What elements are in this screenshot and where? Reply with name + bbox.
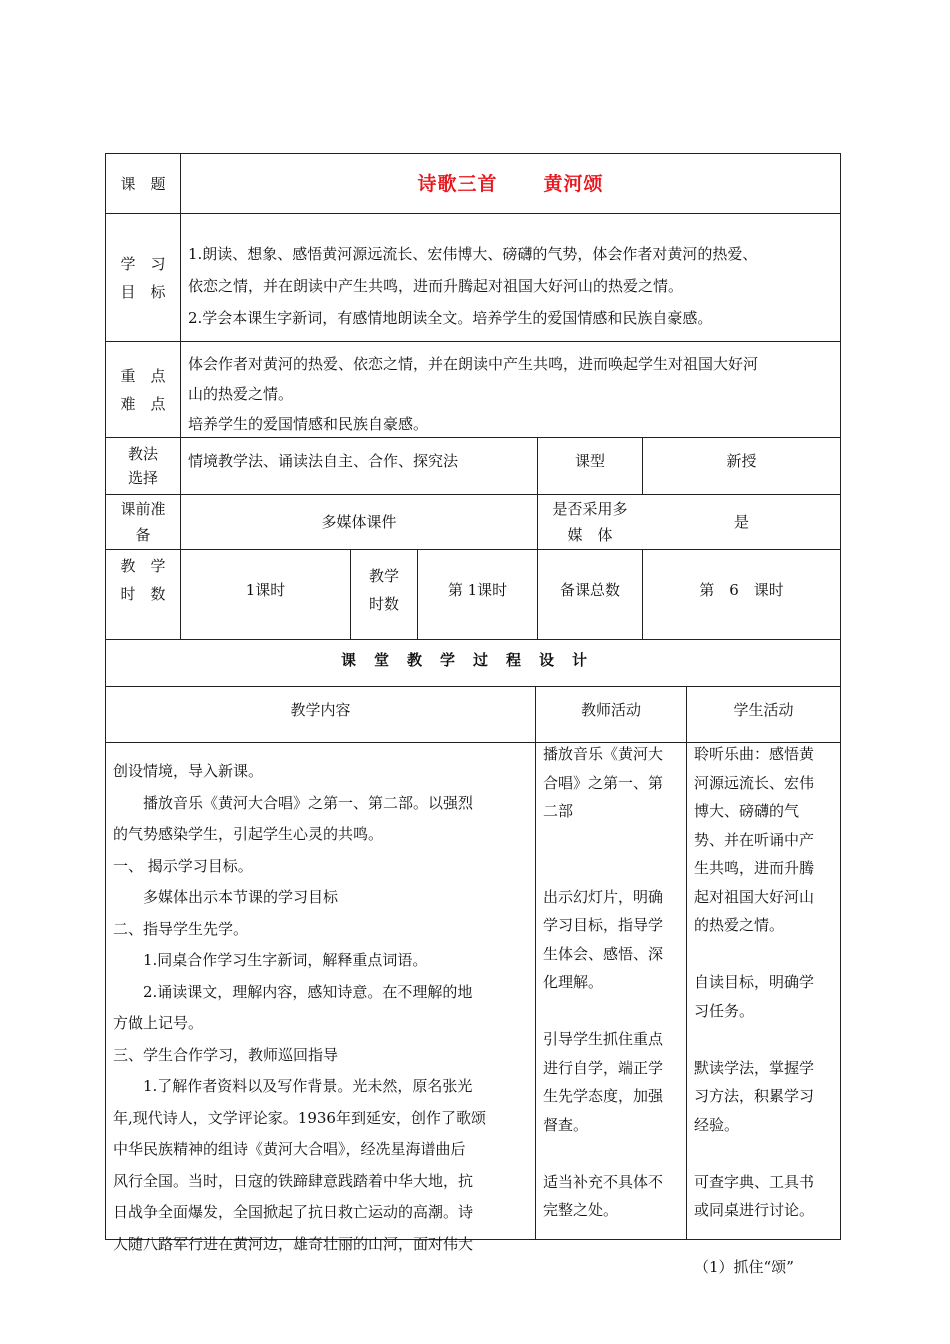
student-activity-line: （1）抓住“颂”: [694, 1258, 794, 1276]
student-activity-line: [694, 1139, 838, 1168]
lesson-type-value: [643, 438, 840, 484]
student-column-header-text: 学生活动: [733, 701, 794, 719]
content-line: 方做上记号。: [113, 1014, 204, 1032]
student-activity-line: [694, 1225, 838, 1254]
teacher-activity-line: 生体会、感悟、深: [543, 944, 664, 963]
teacher-activity-line: 督查。: [543, 1115, 589, 1134]
teacher-activity-line: 完整之处。: [543, 1201, 619, 1219]
method-label-line1: 教法: [127, 445, 158, 463]
teacher-column-header-text: 教师活动: [580, 701, 641, 719]
lesson-type-label-text: 课型: [574, 452, 605, 470]
key-points-label: [106, 342, 180, 437]
content-line: 人随八路军行进在黄河边，雄奇壮丽的山河，面对伟大: [113, 1234, 474, 1253]
key-points-content: [188, 349, 838, 439]
period-value: [418, 550, 537, 630]
student-activity-line: 起对祖国大好河山: [694, 887, 815, 906]
topic-label: [106, 154, 180, 213]
teacher-column-header: [536, 687, 686, 733]
period-label-line2: 时数: [368, 595, 399, 613]
process-heading: [106, 640, 840, 680]
hours-label: [106, 550, 180, 610]
process-separator-1: [535, 686, 536, 1240]
content-column-header-text: 教学内容: [290, 701, 351, 719]
student-activity-line: 生共鸣，进而升腾: [694, 859, 815, 877]
title-part-2: 黄河颂: [543, 172, 604, 195]
teacher-activity-line: 生先学态度，加强: [543, 1087, 664, 1105]
hours-value-text: 1课时: [245, 581, 286, 599]
content-line: 1.了解作者资料以及写作背景。光未然，原名张光: [113, 1077, 473, 1095]
goals-content: [188, 238, 838, 334]
total-value: [643, 550, 840, 630]
method-value-text: 情境教学法、诵读法自主、合作、探究法: [188, 452, 459, 470]
student-activity-line: 默读学法，掌握学: [694, 1058, 815, 1077]
content-line: 中华民族精神的组诗《黄河大合唱》，经冼星海谱曲后: [113, 1140, 466, 1158]
teacher-activity-line: 学习目标，指导学: [543, 916, 664, 934]
total-value-text: 第 6 课时: [699, 581, 784, 599]
student-activity-column: [694, 740, 838, 1282]
content-line: 播放音乐《黄河大合唱》之第一、第二部。以强烈: [113, 793, 474, 812]
hours-value: [181, 550, 350, 630]
hours-label-line1: 教 学: [120, 557, 166, 575]
teacher-activity-line: 化理解。: [543, 973, 604, 991]
teacher-activity-line: 二部: [543, 802, 574, 820]
prep-value: [181, 495, 537, 549]
goal-2: 2.学会本课生字新词，有感情地朗读全文。培养学生的爱国情感和民族自豪感。: [188, 309, 713, 327]
content-line: 三、学生合作学习，教师巡回指导: [113, 1045, 339, 1064]
row-line-1: [105, 213, 841, 214]
content-column-header: [106, 687, 535, 733]
key-point-line-1: 体会作者对黄河的热爱、依恋之情，并在朗读中产生共鸣，进而唤起学生对祖国大好河: [188, 355, 759, 373]
content-line: 2.诵读课文，理解内容，感知诗意。在不理解的地: [113, 982, 473, 1001]
total-label-text: 备课总数: [559, 581, 620, 599]
prep-label-line2: 备: [135, 526, 151, 544]
student-activity-line: 势、并在听诵中产: [694, 830, 815, 849]
content-line: 的气势感染学生，引起学生心灵的共鸣。: [113, 825, 384, 843]
teacher-activity-line: 合唱》之第一、第: [543, 773, 664, 792]
student-activity-line: 或同桌进行讨论。: [694, 1201, 815, 1219]
multimedia-label-line1: 是否采用多: [552, 500, 628, 518]
multimedia-label-line2: 媒 体: [567, 526, 613, 544]
content-line: 多媒体出示本节课的学习目标: [113, 888, 339, 906]
key-point-line-2: 山的热爱之情。: [188, 385, 294, 403]
multimedia-value-text: 是: [733, 513, 749, 531]
page-title: [181, 154, 840, 213]
content-line: 一、 揭示学习目标。: [113, 856, 253, 875]
row-line-2: [105, 341, 841, 342]
key-points-label-line2: 难 点: [120, 394, 166, 413]
student-activity-line: 的热爱之情。: [694, 916, 785, 934]
method-label: [106, 438, 180, 494]
teacher-activity-line: 适当补充不具体不: [543, 1172, 664, 1191]
teacher-activity-line: [543, 854, 683, 883]
teacher-activity-column: [543, 740, 683, 1225]
student-activity-line: [694, 1025, 838, 1054]
student-activity-line: 自读目标，明确学: [694, 973, 815, 991]
process-separator-2: [686, 686, 687, 1240]
method-label-line2: 选择: [127, 469, 158, 487]
teacher-activity-line: 引导学生抓住重点: [543, 1030, 664, 1048]
multimedia-label: [538, 495, 642, 549]
student-activity-line: 习任务。: [694, 1001, 755, 1020]
period-value-text: 第 1课时: [447, 581, 508, 599]
key-point-line-3: 培养学生的爱国情感和民族自豪感。: [188, 415, 429, 433]
content-line: 风行全国。当时，日寇的铁蹄肆意践踏着中华大地，抗: [113, 1171, 474, 1190]
student-activity-line: [694, 940, 838, 969]
prep-value-text: 多媒体课件: [321, 513, 397, 531]
student-column-header: [687, 687, 840, 733]
content-line: 1.同桌合作学习生字新词，解释重点词语。: [113, 951, 428, 969]
prep-label: [106, 495, 180, 549]
student-activity-line: 河源远流长、宏伟: [694, 773, 815, 792]
topic-label-text: 课 题: [120, 174, 166, 193]
lesson-type-label: [538, 438, 642, 484]
goal-1-line-2: 依恋之情，并在朗读中产生共鸣，进而升腾起对祖国大好河山的热爱之情。: [188, 277, 684, 295]
goal-1-line-1: 1.朗读、想象、感悟黄河源远流长、宏伟博大、磅礴的气势，体会作者对黄河的热爱、: [188, 245, 758, 263]
content-line: 年,现代诗人，文学评论家。1936年到延安，创作了歌颂: [113, 1108, 486, 1127]
teacher-activity-line: [543, 826, 683, 855]
hours-label-line2: 时 数: [120, 585, 166, 603]
table-border-right: [840, 153, 841, 1240]
title-part-1: 诗歌三首: [417, 172, 498, 195]
process-heading-text: 课堂教学过程设计: [340, 651, 605, 669]
content-line: 创设情境，导入新课。: [113, 762, 264, 780]
teacher-activity-line: [543, 997, 683, 1026]
goals-label-line1: 学 习: [120, 254, 166, 273]
student-activity-line: 聆听乐曲：感悟黄: [694, 745, 815, 763]
key-points-label-line1: 重 点: [120, 366, 166, 385]
student-activity-line: 经验。: [694, 1115, 740, 1134]
teacher-activity-line: 播放音乐《黄河大: [543, 745, 664, 763]
prep-label-line1: 课前准: [120, 500, 166, 518]
teacher-activity-line: [543, 1139, 683, 1168]
teacher-activity-line: 出示幻灯片，明确: [543, 887, 664, 906]
student-activity-line: 习方法，积累学习: [694, 1087, 815, 1105]
teaching-content-column: [113, 756, 533, 1260]
total-label: [538, 550, 642, 630]
teacher-activity-line: 进行自学，端正学: [543, 1058, 664, 1077]
content-line: 二、指导学生先学。: [113, 919, 249, 938]
student-activity-line: 可查字典、工具书: [694, 1172, 815, 1191]
lesson-type-value-text: 新授: [726, 452, 757, 470]
goals-label: [106, 214, 180, 341]
period-label: [351, 550, 417, 630]
method-value: [188, 438, 537, 484]
period-label-line1: 教学: [368, 567, 399, 585]
student-activity-line: 博大、磅礴的气: [694, 802, 800, 820]
multimedia-value: [643, 495, 840, 549]
goals-label-line2: 目 标: [120, 282, 166, 301]
content-line: 日战争全面爆发，全国掀起了抗日救亡运动的高潮。诗: [113, 1203, 474, 1221]
